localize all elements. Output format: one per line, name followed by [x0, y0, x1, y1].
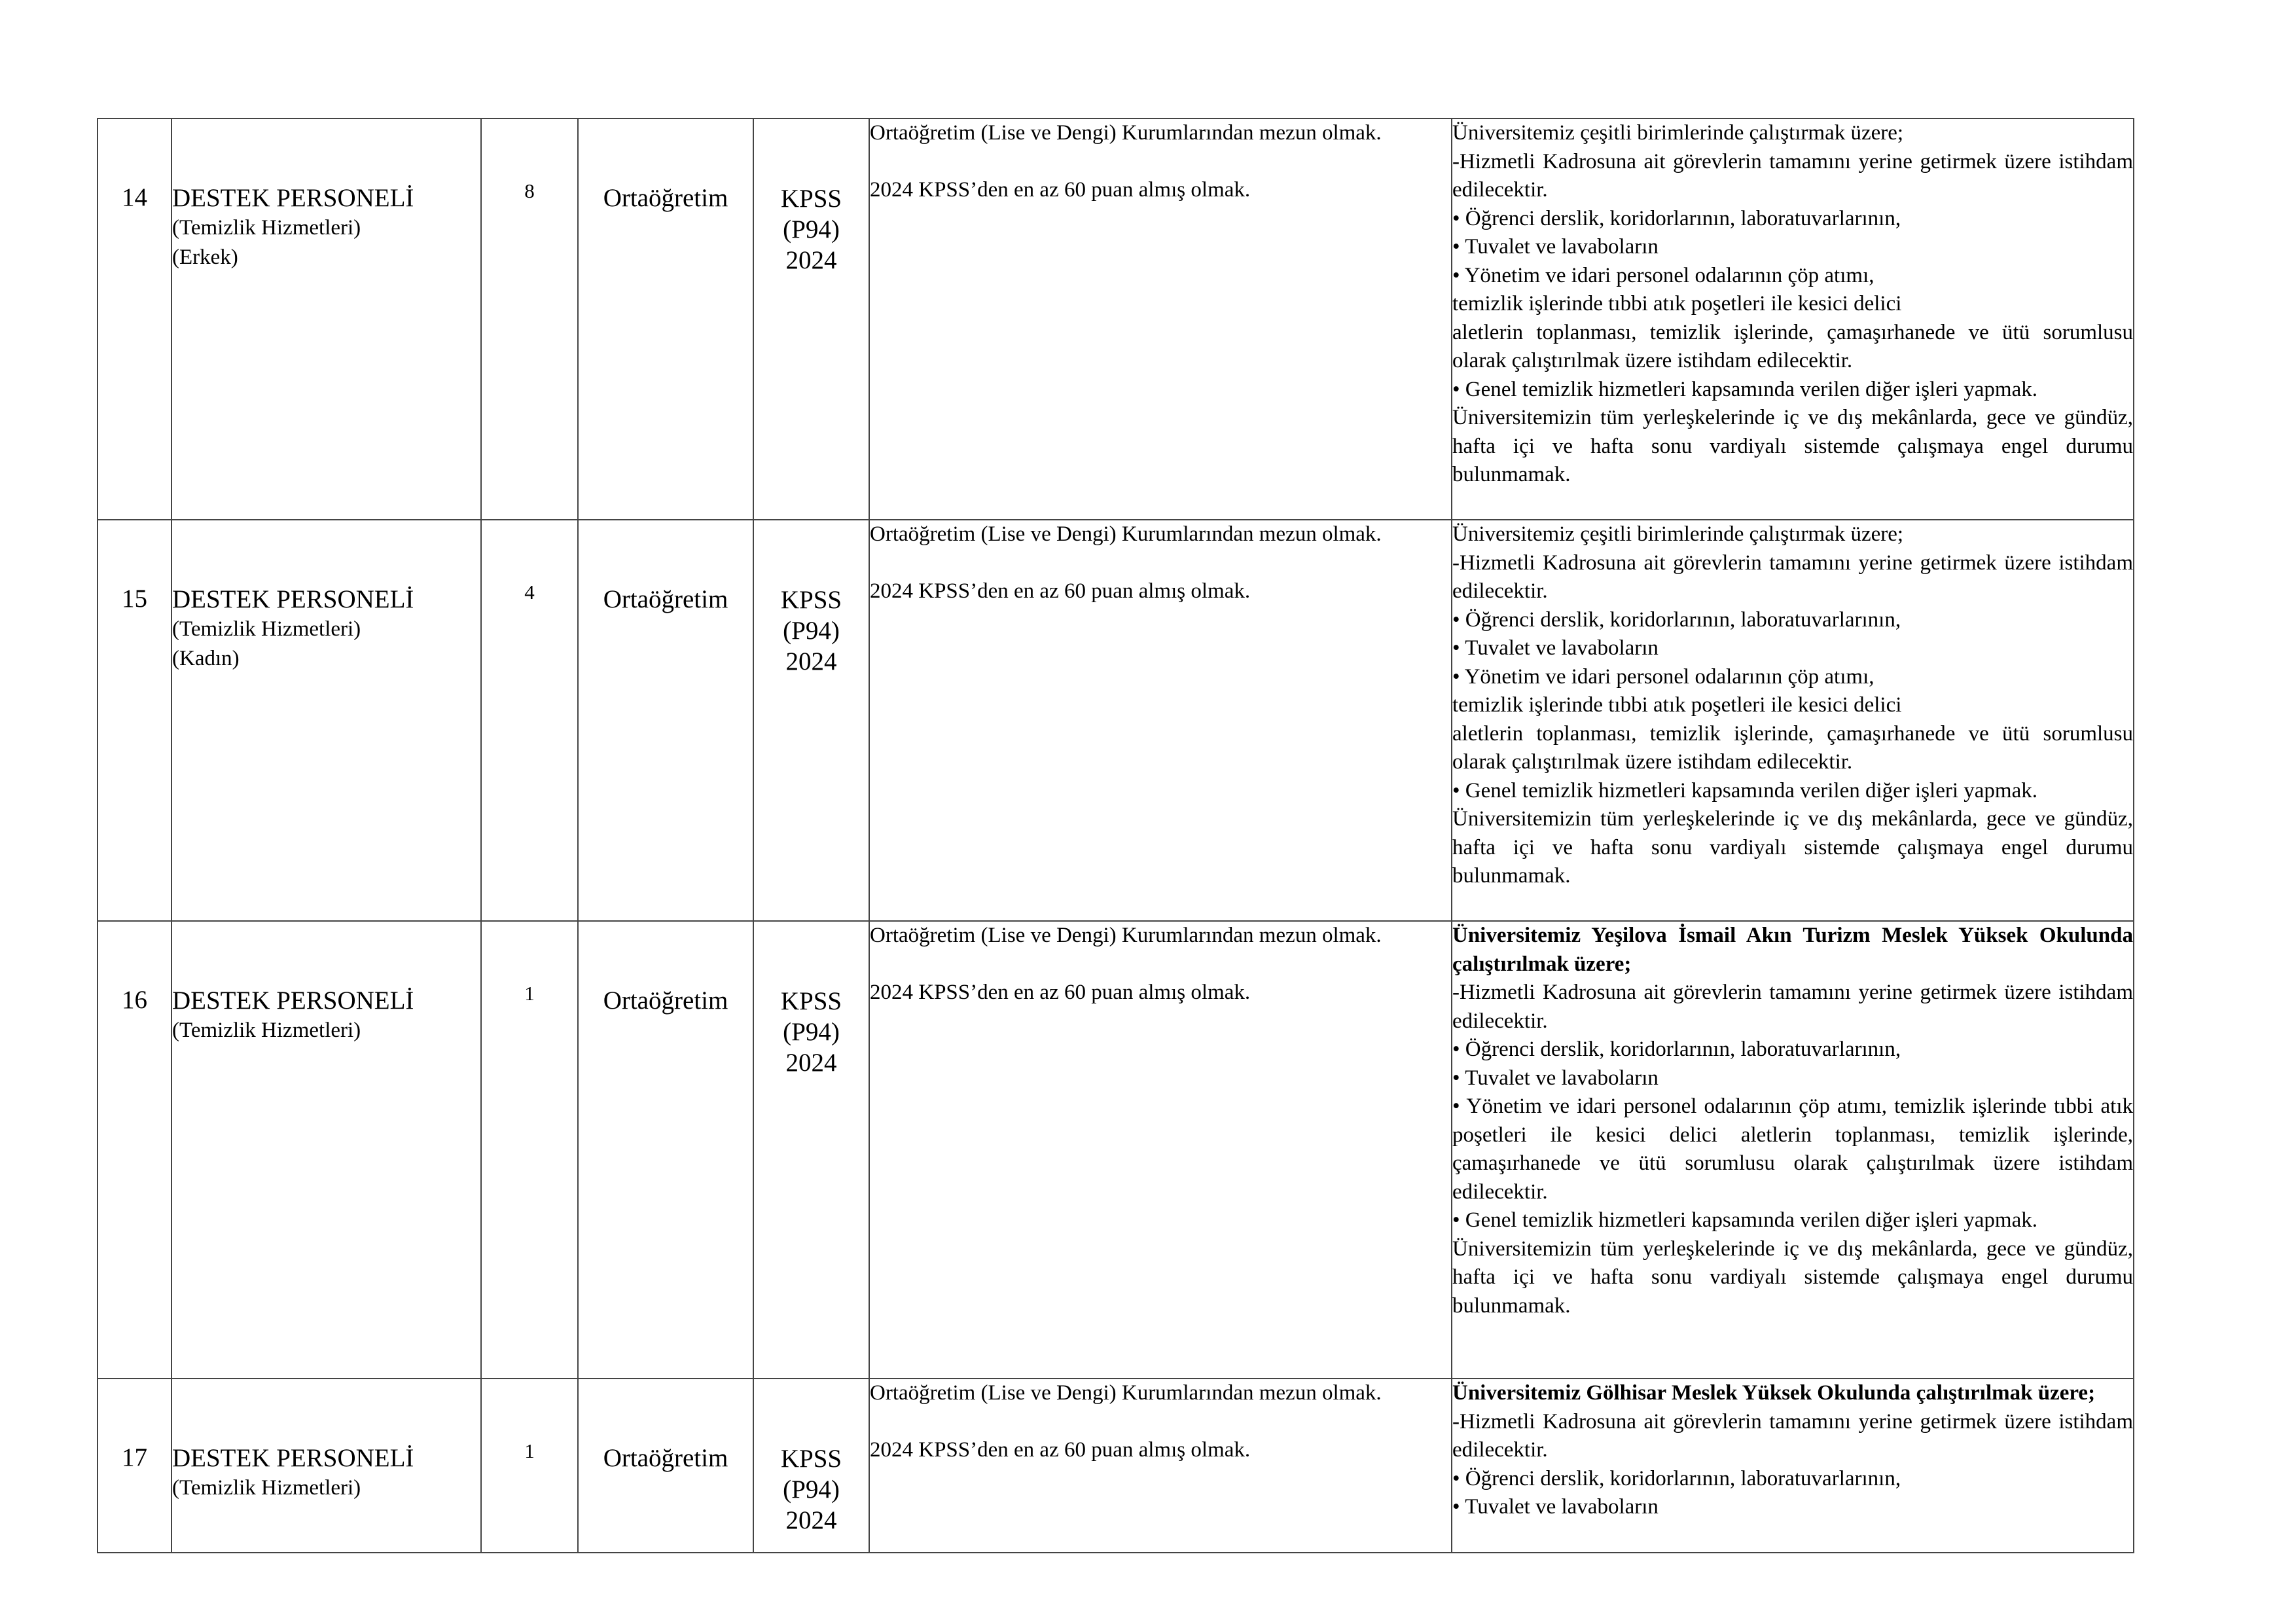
description-line: temizlik işlerinde tıbbi atık poşetleri ile kesici delici	[1452, 292, 1902, 316]
description-heading: Üniversitemiz Yeşilova İsmail Akın Turizm Meslek Yüksek Okulunda çalıştırılmak üzere;	[1452, 924, 2133, 976]
position-count-cell	[481, 520, 578, 921]
requirement-graduation: Ortaöğretim (Lise ve Dengi) Kurumlarından mezun olmak.	[870, 1381, 1382, 1405]
education-level: Ortaöğretim	[603, 585, 728, 613]
table-row	[98, 520, 2134, 921]
education-level: Ortaöğretim	[603, 986, 728, 1015]
exam-name: KPSS	[780, 987, 842, 1015]
description-line: -Hizmetli Kadrosuna ait görevlerin tamamını yerine getirmek üzere istihdam edilecektir.	[1452, 149, 2133, 202]
description-line: • Öğrenci derslik, koridorlarının, laboratuvarlarının,	[1452, 607, 1901, 632]
position-subtitle: (Temizlik Hizmetleri)	[172, 1019, 361, 1042]
description-cell	[1452, 520, 2134, 921]
education-level: Ortaöğretim	[603, 184, 728, 212]
row-number: 16	[122, 986, 147, 1014]
row-number-cell	[98, 921, 171, 1379]
position-count-cell	[481, 1379, 578, 1553]
description-line: temizlik işlerinde tıbbi atık poşetleri ile kesici delici	[1452, 693, 1902, 717]
description-line: • Öğrenci derslik, koridorlarının, laboratuvarlarının,	[1452, 1038, 1901, 1061]
position-title-cell	[171, 1379, 481, 1553]
requirement-graduation: Ortaöğretim (Lise ve Dengi) Kurumlarından mezun olmak.	[870, 522, 1382, 546]
education-level: Ortaöğretim	[603, 1444, 728, 1472]
description-line: • Yönetim ve idari personel odalarının çöp atımı,	[1452, 263, 1874, 287]
description-line: -Hizmetli Kadrosuna ait görevlerin tamamını yerine getirmek üzere istihdam edilecektir.	[1452, 550, 2133, 603]
position-gender: (Kadın)	[172, 647, 240, 670]
exam-cell	[753, 520, 869, 921]
description-cell	[1452, 1379, 2134, 1553]
requirement-kpss-score: 2024 KPSS’den en az 60 puan almış olmak.	[870, 178, 1251, 202]
requirements-cell	[869, 118, 1452, 520]
description-line: -Hizmetli Kadrosuna ait görevlerin tamamını yerine getirmek üzere istihdam edilecektir.	[1452, 981, 2133, 1033]
description-line: • Tuvalet ve lavaboların	[1452, 235, 1659, 259]
position-title-cell	[171, 921, 481, 1379]
exam-year: 2024	[785, 1506, 837, 1534]
description-line: • Yönetim ve idari personel odalarının çöp atımı, temizlik işlerinde tıbbi atık poşetleri ile kesici delici aletlerin toplanması, temizlik işlerinde, çamaşırhanede ve ütü sorumlusu olarak çalıştırılmak üzere istihdam edilecektir.	[1452, 1094, 2133, 1204]
position-count: 8	[524, 179, 535, 202]
position-title-cell	[171, 118, 481, 520]
exam-name: KPSS	[780, 185, 842, 213]
education-cell	[578, 921, 753, 1379]
requirement-kpss-score: 2024 KPSS’den en az 60 puan almış olmak.	[870, 579, 1251, 603]
education-cell	[578, 118, 753, 520]
exam-cell	[753, 1379, 869, 1553]
requirement-kpss-score: 2024 KPSS’den en az 60 puan almış olmak.	[870, 1438, 1251, 1462]
requirement-kpss-score: 2024 KPSS’den en az 60 puan almış olmak.	[870, 981, 1251, 1004]
position-count: 1	[524, 982, 535, 1005]
exam-score-type: (P94)	[783, 617, 840, 645]
description-heading: Üniversitemiz Gölhisar Meslek Yüksek Okulunda çalıştırılmak üzere;	[1452, 1381, 2096, 1405]
row-number: 14	[122, 183, 147, 211]
exam-name: KPSS	[780, 1445, 842, 1473]
description-line: • Tuvalet ve lavaboların	[1452, 1066, 1659, 1090]
position-subtitle: (Temizlik Hizmetleri)	[172, 617, 361, 641]
description-line: • Genel temizlik hizmetleri kapsamında verilen diğer işleri yapmak.	[1452, 377, 2037, 401]
exam-score-type: (P94)	[783, 1475, 840, 1504]
description-line: • Tuvalet ve lavaboların	[1452, 636, 1659, 660]
exam-cell	[753, 118, 869, 520]
exam-year: 2024	[785, 246, 837, 274]
exam-name: KPSS	[780, 586, 842, 614]
description-cell	[1452, 118, 2134, 520]
position-gender: (Erkek)	[172, 245, 238, 269]
exam-cell	[753, 921, 869, 1379]
description-line: Üniversitemizin tüm yerleşkelerinde iç ve dış mekânlarda, gece ve gündüz, hafta içi ve hafta sonu vardiyalı sistemde çalışmaya engel durumu bulunmamak.	[1452, 807, 2133, 888]
position-title: DESTEK PERSONELİ	[172, 986, 414, 1015]
position-count: 1	[524, 1439, 535, 1462]
row-number-cell	[98, 1379, 171, 1553]
table-row	[98, 1379, 2134, 1553]
description-line: aletlerin toplanması, temizlik işlerinde, çamaşırhanede ve ütü sorumlusu olarak çalıştırılmak üzere istihdam edilecektir.	[1452, 721, 2133, 774]
exam-score-type: (P94)	[783, 1018, 840, 1046]
description-line: -Hizmetli Kadrosuna ait görevlerin tamamını yerine getirmek üzere istihdam edilecektir.	[1452, 1409, 2133, 1462]
table-row	[98, 921, 2134, 1379]
position-title: DESTEK PERSONELİ	[172, 585, 414, 613]
position-count-cell	[481, 921, 578, 1379]
description-line: • Genel temizlik hizmetleri kapsamında verilen diğer işleri yapmak.	[1452, 778, 2037, 803]
description-line: • Öğrenci derslik, koridorlarının, laboratuvarlarının,	[1452, 1466, 1901, 1490]
row-number: 17	[122, 1443, 147, 1471]
description-line: Üniversitemizin tüm yerleşkelerinde iç ve dış mekânlarda, gece ve gündüz, hafta içi ve hafta sonu vardiyalı sistemde çalışmaya engel durumu bulunmamak.	[1452, 406, 2133, 486]
description-line: aletlerin toplanması, temizlik işlerinde, çamaşırhanede ve ütü sorumlusu olarak çalıştırılmak üzere istihdam edilecektir.	[1452, 320, 2133, 372]
description-line: • Tuvalet ve lavaboların	[1452, 1495, 1659, 1519]
table-row	[98, 118, 2134, 520]
position-count-cell	[481, 118, 578, 520]
requirements-cell	[869, 921, 1452, 1379]
description-cell	[1452, 921, 2134, 1379]
description-line: • Yönetim ve idari personel odalarının çöp atımı,	[1452, 664, 1874, 689]
description-line: • Öğrenci derslik, koridorlarının, laboratuvarlarının,	[1452, 206, 1901, 230]
education-cell	[578, 1379, 753, 1553]
position-title: DESTEK PERSONELİ	[172, 1444, 414, 1472]
education-cell	[578, 520, 753, 921]
exam-year: 2024	[785, 1049, 837, 1077]
exam-score-type: (P94)	[783, 215, 840, 244]
requirements-cell	[869, 1379, 1452, 1553]
requirement-graduation: Ortaöğretim (Lise ve Dengi) Kurumlarından mezun olmak.	[870, 121, 1382, 145]
requirement-graduation: Ortaöğretim (Lise ve Dengi) Kurumlarından mezun olmak.	[870, 924, 1382, 947]
position-title-cell	[171, 520, 481, 921]
staff-position-table	[97, 118, 2134, 1553]
row-number: 15	[122, 585, 147, 613]
position-subtitle: (Temizlik Hizmetleri)	[172, 1476, 361, 1500]
requirements-cell	[869, 520, 1452, 921]
description-line: • Genel temizlik hizmetleri kapsamında verilen diğer işleri yapmak.	[1452, 1208, 2037, 1232]
position-count: 4	[524, 581, 535, 604]
row-number-cell	[98, 520, 171, 921]
description-line: Üniversitemiz çeşitli birimlerinde çalıştırmak üzere;	[1452, 121, 1904, 145]
description-line: Üniversitemiz çeşitli birimlerinde çalıştırmak üzere;	[1452, 522, 1904, 546]
position-title: DESTEK PERSONELİ	[172, 184, 414, 212]
position-subtitle: (Temizlik Hizmetleri)	[172, 216, 361, 240]
exam-year: 2024	[785, 647, 837, 676]
row-number-cell	[98, 118, 171, 520]
description-line: Üniversitemizin tüm yerleşkelerinde iç ve dış mekânlarda, gece ve gündüz, hafta içi ve hafta sonu vardiyalı sistemde çalışmaya engel durumu bulunmamak.	[1452, 1236, 2133, 1318]
